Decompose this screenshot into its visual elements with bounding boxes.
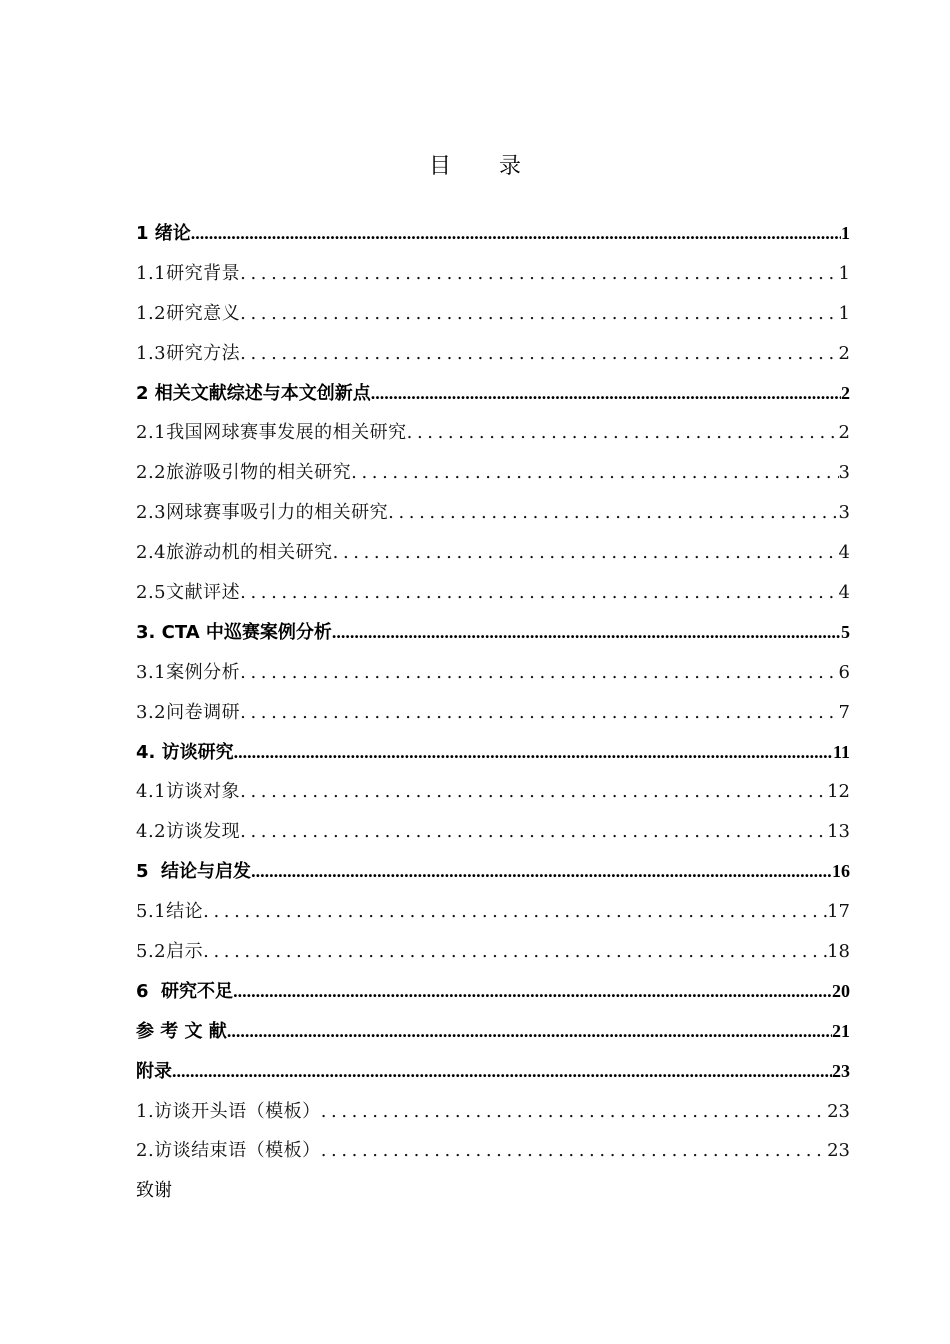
toc-entry-label: 2 相关文献综述与本文创新点 [136,382,371,404]
toc-entry-page: 2 [838,342,850,364]
toc-entry-label: 1.2研究意义 [136,302,241,324]
toc-entry-page: 3 [838,462,850,484]
dot-leader [388,493,838,533]
toc-entry[interactable] [136,972,850,1012]
page-title [0,152,950,182]
toc-entry[interactable] [136,533,850,573]
toc-entry-page: 11 [832,741,850,762]
toc-entry-label: 2.5文献评述 [136,582,241,604]
toc-entry-label: 3.2问卷调研 [136,701,241,723]
toc-entry-page: 12 [827,781,850,803]
dot-leader [333,533,839,573]
dot-leader [240,254,838,294]
toc-entry[interactable] [136,1012,850,1052]
dot-leader [227,1012,832,1052]
title-char-2: 录 [499,154,522,179]
toc-entry-label: 2.1我国网球赛事发展的相关研究 [136,422,407,444]
toc-entry-page: 2 [841,382,850,403]
toc-entry[interactable] [136,573,850,613]
toc-entry-label: 2.3网球赛事吸引力的相关研究 [136,502,389,524]
toc-entry-page: 1 [838,262,850,284]
toc-entry-page: 16 [832,861,850,882]
toc-entry[interactable] [136,493,850,533]
toc-entry-page: 3 [838,502,850,524]
toc-entry-label: 4.1访谈对象 [136,781,241,803]
dot-leader [233,972,832,1012]
toc-entry-page: 5 [841,621,850,642]
toc-entry-label: 参 考 文 献 [136,1020,227,1042]
toc-entry[interactable] [136,374,850,414]
toc-entry-label: 3. CTA 中巡赛案例分析 [136,621,332,643]
toc-entry[interactable] [136,653,850,693]
toc-entry-page: 1 [838,302,850,324]
toc-entry[interactable] [136,1052,850,1092]
toc-entry[interactable] [136,1092,850,1132]
toc-entry-label: 2.4旅游动机的相关研究 [136,542,333,564]
toc-entry-label: 3.1案例分析 [136,661,241,683]
toc-entry-label: 1.1研究背景 [136,262,241,284]
dot-leader [203,932,827,972]
dot-leader [191,214,841,254]
toc-entry[interactable] [136,1131,850,1171]
toc-entry-label: 5 结论与启发 [136,861,252,883]
toc-entry-page: 13 [827,821,850,843]
toc-entry[interactable] [136,214,850,254]
toc-entry-label: 5.2启示 [136,941,204,963]
dot-leader [240,573,838,613]
toc-entry-page: 23 [827,1140,850,1162]
dot-leader [240,693,838,733]
dot-leader [240,772,827,812]
toc-entry[interactable] [136,733,850,773]
toc-entry[interactable] [136,613,850,653]
dot-leader [332,613,841,653]
dot-leader [172,1052,832,1092]
dot-leader [240,334,838,374]
toc-entry-page: 17 [827,901,850,923]
toc-entry-label: 附录 [136,1060,172,1082]
dot-leader [203,892,827,932]
toc-entry-label: 1.3研究方法 [136,342,241,364]
toc-entry-page: 1 [841,223,850,243]
dot-leader [240,653,838,693]
toc-entry[interactable] [136,852,850,892]
toc-entry-label: 5.1结论 [136,901,204,923]
toc-entry[interactable] [136,413,850,453]
toc-entry-page: 4 [838,542,850,564]
toc-entry[interactable] [136,772,850,812]
toc-entry-label: 1.访谈开头语（模板） [136,1100,321,1122]
toc-entry[interactable] [136,812,850,852]
dot-leader [234,733,833,773]
toc-entry-page: 2 [838,422,850,444]
table-of-contents [136,214,850,1211]
toc-entry-label: 2.访谈结束语（模板） [136,1140,321,1162]
toc-entry[interactable] [136,254,850,294]
toc-entry[interactable] [136,892,850,932]
dot-leader [371,374,841,414]
dot-leader [321,1092,827,1132]
toc-entry-page: 20 [832,980,850,1001]
toc-entry-label: 4.2访谈发现 [136,821,241,843]
toc-entry[interactable] [136,1171,850,1211]
toc-entry[interactable] [136,334,850,374]
dot-leader [407,413,839,453]
dot-leader [321,1131,827,1171]
dot-leader [240,294,838,334]
toc-entry-page: 23 [827,1100,850,1122]
toc-entry[interactable] [136,453,850,493]
dot-leader [351,453,838,493]
toc-entry-label: 1 绪论 [136,223,191,244]
toc-entry[interactable] [136,693,850,733]
toc-entry[interactable] [136,932,850,972]
dot-leader [251,852,832,892]
toc-entry-page: 6 [838,661,850,683]
toc-entry-label: 6 研究不足 [136,980,234,1002]
dot-leader [240,812,827,852]
title-char-1: 目 [428,154,451,179]
toc-entry-label: 4. 访谈研究 [136,741,234,763]
toc-entry-label: 2.2旅游吸引物的相关研究 [136,462,352,484]
toc-entry[interactable] [136,294,850,334]
toc-entry-page: 21 [832,1020,850,1041]
toc-entry-page: 18 [827,941,850,963]
toc-entry-label: 致谢 [136,1180,172,1202]
toc-entry-page: 23 [832,1060,850,1081]
toc-entry-page: 4 [838,582,850,604]
toc-entry-page: 7 [838,701,850,723]
